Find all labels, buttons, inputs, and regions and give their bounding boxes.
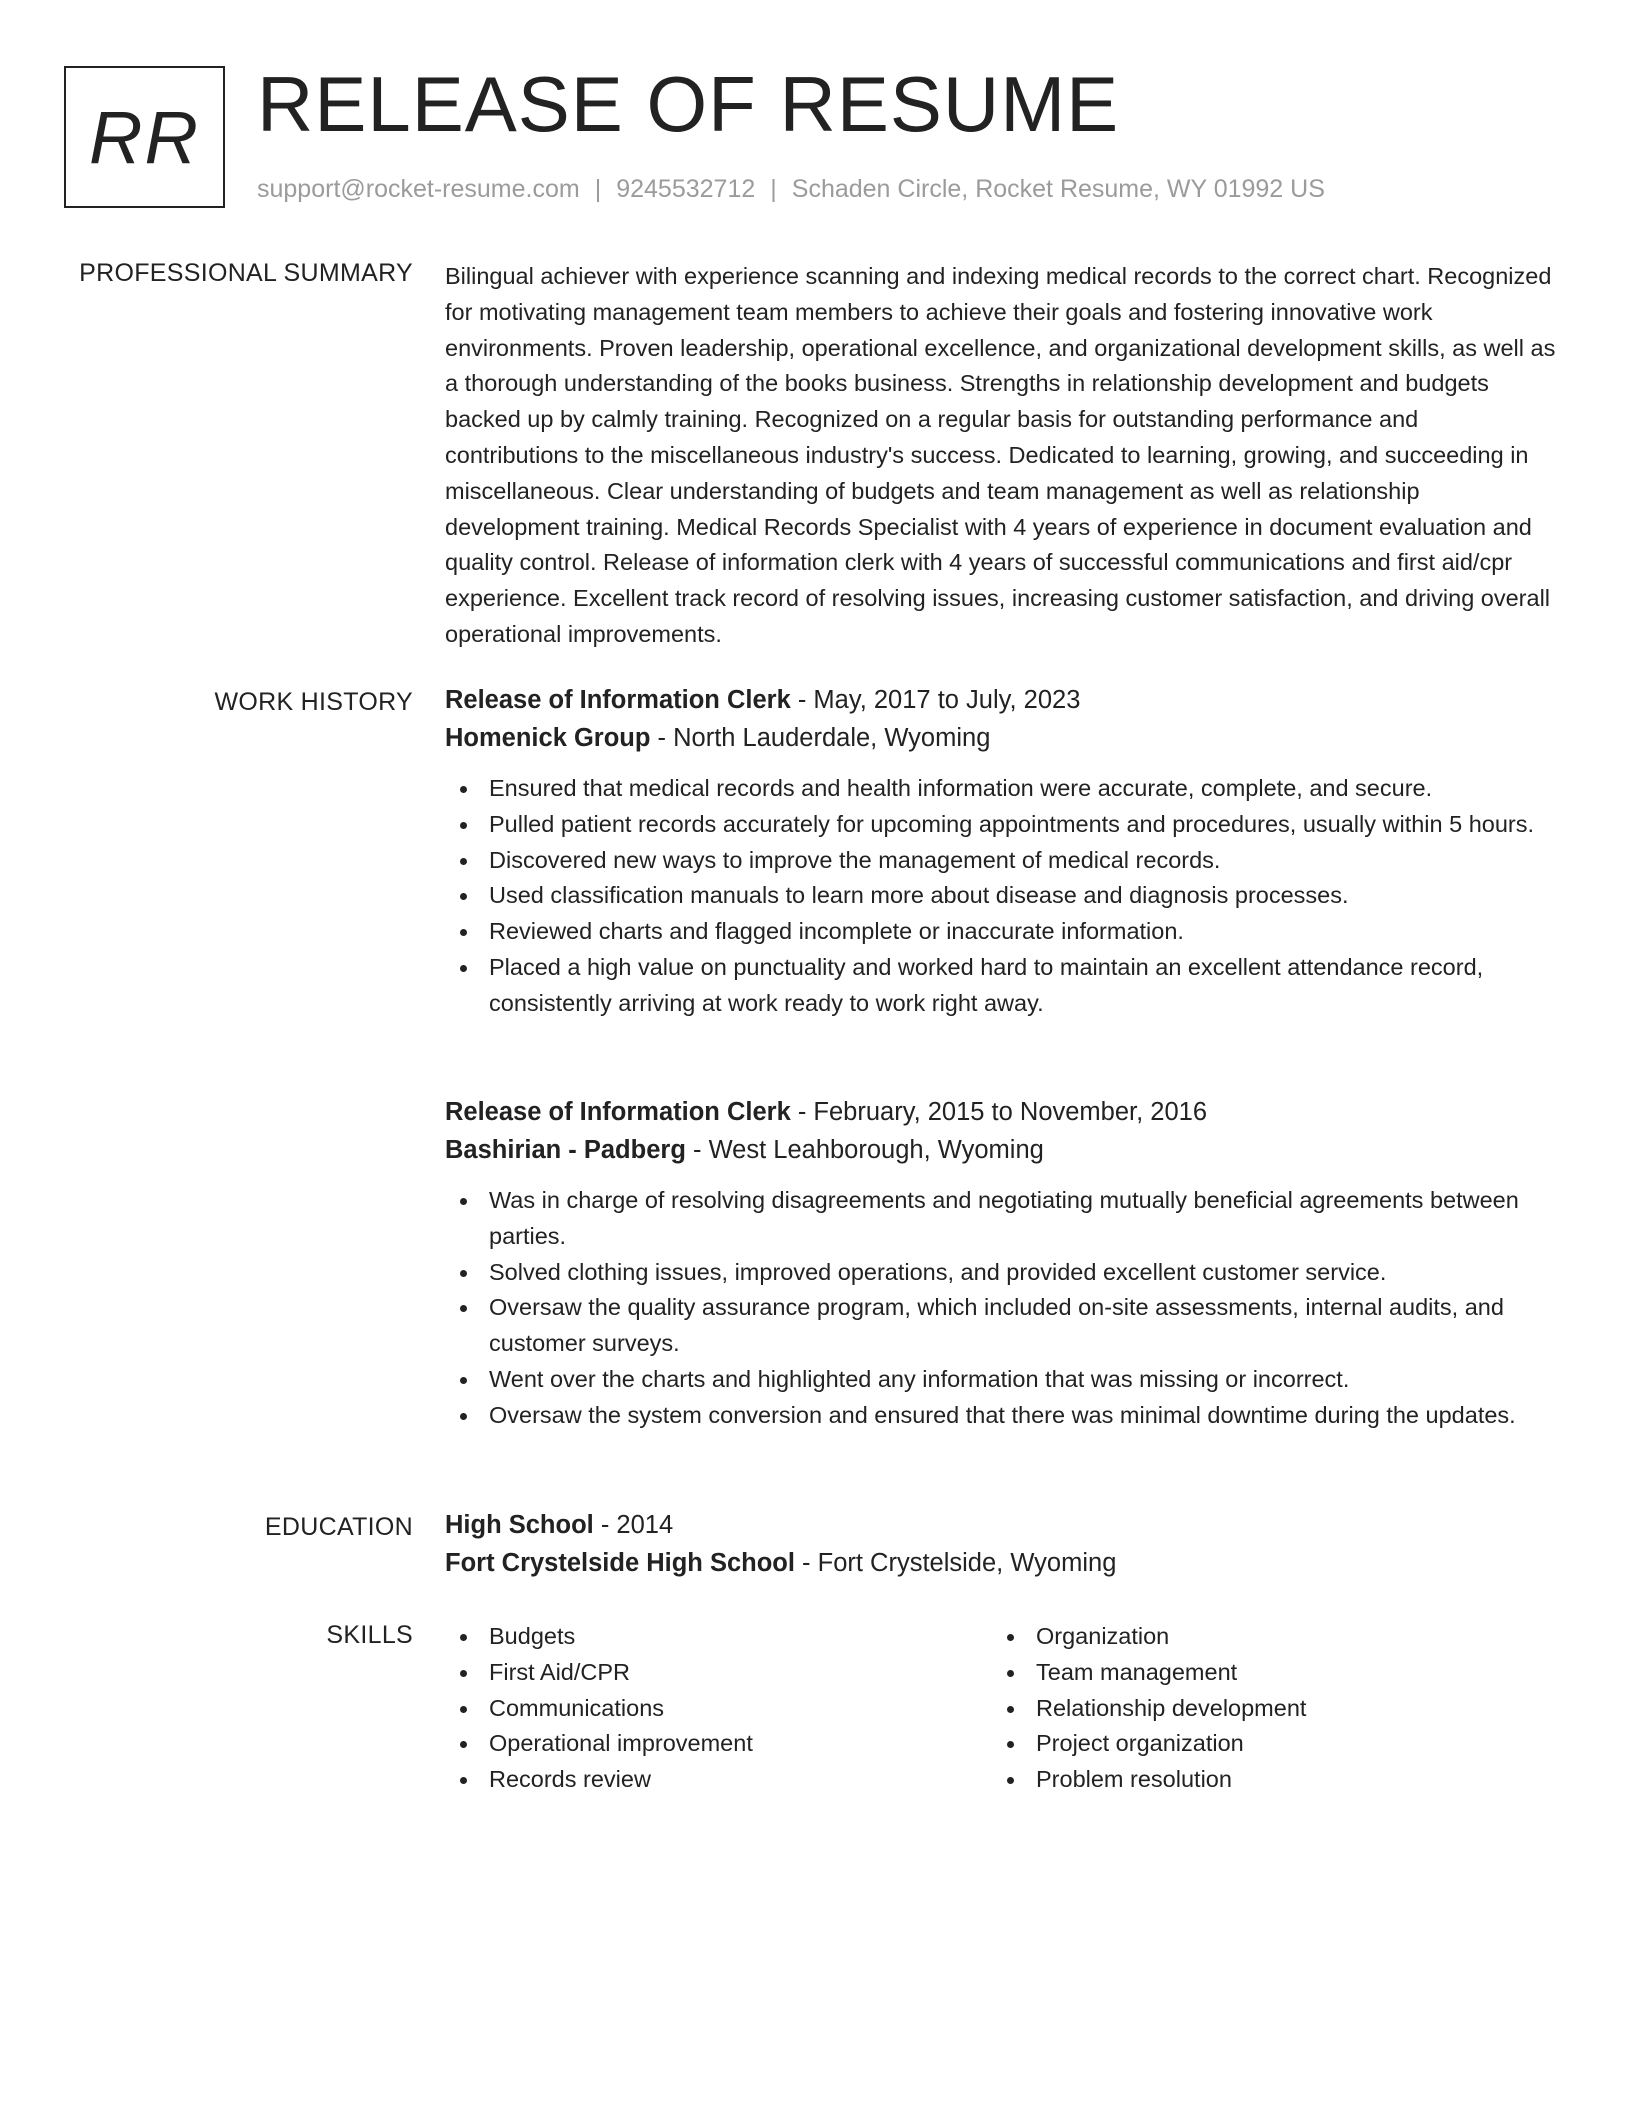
education-location: - Fort Crystelside, Wyoming xyxy=(794,1549,1117,1577)
skills-column-right xyxy=(992,1619,1539,1798)
monogram-logo: RR xyxy=(64,66,225,208)
skills-column-left xyxy=(445,1619,992,1798)
skills-bullets xyxy=(992,1619,1539,1798)
education-school-line xyxy=(445,1544,1557,1582)
education-entry xyxy=(445,1506,1557,1582)
candidate-name: RELEASE OF RESUME xyxy=(257,60,1120,148)
list-item: Organization xyxy=(992,1619,1539,1655)
job-company-line xyxy=(445,1131,1557,1169)
list-item: Solved clothing issues, improved operations, and provided excellent customer service. xyxy=(445,1255,1557,1291)
resume-header xyxy=(64,60,1564,210)
education-degree: High School xyxy=(445,1511,594,1539)
list-item: Went over the charts and highlighted any information that was missing or incorrect. xyxy=(445,1362,1557,1398)
list-item: Placed a high value on punctuality and worked hard to maintain an excellent attendance record, consistently arriving at work ready to work right away. xyxy=(445,950,1557,1022)
list-item: Operational improvement xyxy=(445,1726,992,1762)
list-item: Budgets xyxy=(445,1619,992,1655)
list-item: Relationship development xyxy=(992,1691,1539,1727)
contact-phone: 9245532712 xyxy=(616,175,756,203)
list-item: Problem resolution xyxy=(992,1762,1539,1798)
contact-separator: | xyxy=(594,175,602,203)
job-company-line xyxy=(445,719,1557,757)
list-item: Oversaw the system conversion and ensured that there was minimal downtime during the updates. xyxy=(445,1398,1557,1434)
job-entry xyxy=(445,1093,1557,1434)
job-location: - North Lauderdale, Wyoming xyxy=(650,724,991,752)
section-label-summary: PROFESSIONAL SUMMARY xyxy=(79,259,413,287)
section-label-education: EDUCATION xyxy=(264,1513,413,1541)
contact-email: support@rocket-resume.com xyxy=(257,175,580,203)
job-entry xyxy=(445,681,1557,1022)
education-year: - 2014 xyxy=(593,1511,674,1539)
contact-address: Schaden Circle, Rocket Resume, WY 01992 US xyxy=(791,175,1325,203)
summary-text: Bilingual achiever with experience scanning and indexing medical records to the correct chart. Recognized for motivating management team members to achieve their goals and fostering innovative work environments. Proven leadership, operational excellence, and organizational development skills, as well as a thorough understanding of the books business. Strengths in relationship development and budgets backed up by calmly training. Recognized on a regular basis for outstanding performance and contributions to the miscellaneous industry's success. Dedicated to learning, growing, and succeeding in miscellaneous. Clear understanding of budgets and team management as well as relationship development training. Medical Records Specialist with 4 years of experience in document evaluation and quality control. Release of information clerk with 4 years of successful communications and first aid/cpr experience. Excellent track record of resolving issues, increasing customer satisfaction, and driving overall operational improvements. xyxy=(445,263,1556,647)
list-item: Oversaw the quality assurance program, which included on-site assessments, internal audits, and customer surveys. xyxy=(445,1290,1557,1362)
job-location: - West Leahborough, Wyoming xyxy=(685,1136,1044,1164)
job-company: Bashirian - Padberg xyxy=(445,1136,686,1164)
job-title-line xyxy=(445,1093,1557,1131)
job-company: Homenick Group xyxy=(445,724,651,752)
list-item: Used classification manuals to learn more about disease and diagnosis processes. xyxy=(445,878,1557,914)
list-item: Records review xyxy=(445,1762,992,1798)
skills-list xyxy=(445,1619,1557,1798)
list-item: Reviewed charts and flagged incomplete or inaccurate information. xyxy=(445,914,1557,950)
list-item: Ensured that medical records and health information were accurate, complete, and secure. xyxy=(445,771,1557,807)
job-bullets xyxy=(445,771,1557,1022)
job-title-line xyxy=(445,681,1557,719)
list-item: Discovered new ways to improve the management of medical records. xyxy=(445,843,1557,879)
list-item: Project organization xyxy=(992,1726,1539,1762)
list-item: First Aid/CPR xyxy=(445,1655,992,1691)
list-item: Communications xyxy=(445,1691,992,1727)
job-dates: - February, 2015 to November, 2016 xyxy=(790,1098,1208,1126)
list-item: Was in charge of resolving disagreements and negotiating mutually beneficial agreements between parties. xyxy=(445,1183,1557,1255)
skills-bullets xyxy=(445,1619,992,1798)
section-label-work-history: WORK HISTORY xyxy=(214,688,413,716)
list-item: Team management xyxy=(992,1655,1539,1691)
job-bullets xyxy=(445,1183,1557,1434)
education-school: Fort Crystelside High School xyxy=(445,1549,795,1577)
job-title: Release of Information Clerk xyxy=(445,1098,791,1126)
contact-line xyxy=(257,174,1325,204)
list-item: Pulled patient records accurately for upcoming appointments and procedures, usually within 5 hours. xyxy=(445,807,1557,843)
contact-separator: | xyxy=(770,175,777,203)
section-label-skills: SKILLS xyxy=(326,1621,413,1649)
job-dates: - May, 2017 to July, 2023 xyxy=(790,686,1081,714)
education-degree-line xyxy=(445,1506,1557,1544)
job-title: Release of Information Clerk xyxy=(445,686,791,714)
